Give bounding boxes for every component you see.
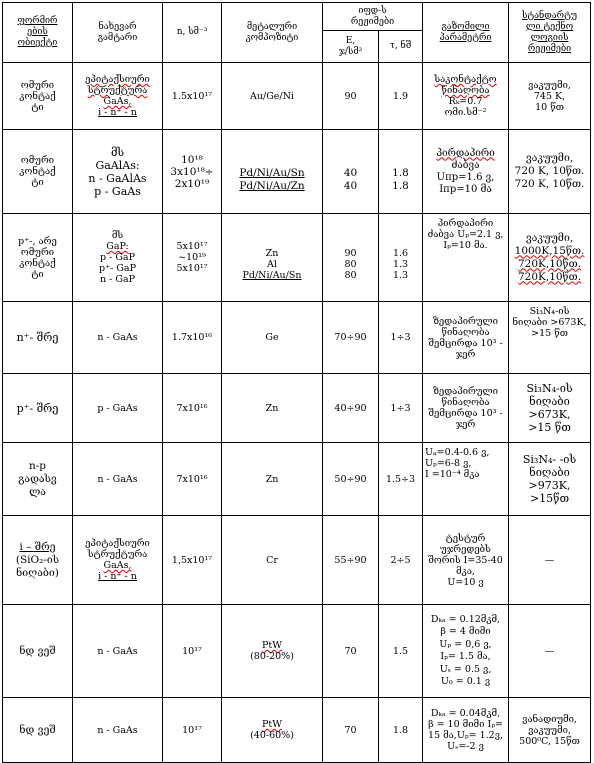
cell-duration: 1÷3 (379, 302, 423, 374)
cell-substrate: ეპიტაქსიური სტრუქტურა GaAs, i - n⁺ - n (73, 516, 163, 605)
cell-duration: 1.5÷3 (379, 443, 423, 516)
header-standard: სტანდარტუ ლი ტექნო ლოგიის რეჟიმები (509, 3, 591, 63)
header-energy: E, ჯ/სმ² (323, 31, 379, 63)
cell-concentration: 1,5x10¹⁷ (163, 516, 222, 605)
table-row (3, 302, 591, 374)
cell-formation: i – შრე (SiO₂-ის ნიღაბი) (3, 516, 73, 605)
cell-concentration: 1.5x10¹⁷ (163, 63, 222, 130)
cell-substrate: n - GaAs (73, 605, 163, 698)
table-row (3, 698, 591, 763)
process-table (2, 2, 591, 763)
table-row (3, 443, 591, 516)
cell-duration: 1÷3 (379, 374, 423, 443)
cell-substrate: p - GaAs (73, 374, 163, 443)
header-params: გაზომილი პარამეტრი (423, 3, 509, 63)
cell-concentration: 10¹⁷ (163, 698, 222, 763)
table-row (3, 374, 591, 443)
cell-metal: Zn (222, 443, 323, 516)
cell-params: პირდაპირი ძაბვა Uпр=1.6 ვ, Iпр=10 მა (423, 130, 509, 214)
cell-formation: ომური კონტაქ ტი (3, 63, 73, 130)
cell-metal: Zn (222, 374, 323, 443)
cell-duration: 1.6 1.3 1.3 (379, 214, 423, 302)
cell-energy: 70 (323, 698, 379, 763)
cell-concentration: 1.7x10¹⁶ (163, 302, 222, 374)
header-metal: მეტალური კომპოზიტი (222, 3, 323, 63)
cell-energy: 40÷90 (323, 374, 379, 443)
cell-standard: Si₃N₄-ის ნიღაბი >673K, >15 წთ (509, 374, 591, 443)
cell-formation: n⁺- შრე (3, 302, 73, 374)
cell-standard: ვაკუუმი, 720 K, 10წთ. 720 K, 10წთ. (509, 130, 591, 214)
cell-formation: p⁺- შრე (3, 374, 73, 443)
cell-formation: ომური კონტაქ ტი (3, 130, 73, 214)
cell-energy: 55÷90 (323, 516, 379, 605)
cell-metal: Ge (222, 302, 323, 374)
cell-energy: 40 40 (323, 130, 379, 214)
cell-formation: n-p გადასვ ლა (3, 443, 73, 516)
cell-params: Dₖₐ = 0.04მკმ, β = 10 მიმი Iₚ= 15 მა,Uₚ= 1.2ვ, Uₛ=-2 ვ (423, 698, 509, 763)
table-row (3, 214, 591, 302)
cell-duration: 2÷5 (379, 516, 423, 605)
header-ion-mode: იფდ-ს რეჟიმები (323, 3, 423, 31)
cell-concentration: 10¹⁸ 3x10¹⁸÷ 2x10¹⁹ (163, 130, 222, 214)
table-row (3, 605, 591, 698)
cell-params: Uₐ=0.4-0.6 ვ, Uₚ=6-8 ვ, I =10⁻⁴ მკა (423, 443, 509, 516)
cell-params: საკონტაქტო წინაღობა Rₖ=0.7 ომი.სმ⁻² (423, 63, 509, 130)
cell-substrate: მს GaAlAs: n - GaAlAs p - GaAs (73, 130, 163, 214)
cell-params: Dₖₐ = 0.12მკმ, β = 4 მიმი Uₚ = 0,6 ვ, Iₚ= 1.5 მა, Uₛ = 0.5 ვ, U₀ = 0.1 ვ (423, 605, 509, 698)
cell-params: ტესტურ უჯრედებს შორის I=35-40 მკა, U=10 ვ (423, 516, 509, 605)
cell-substrate: n - GaAs (73, 302, 163, 374)
cell-concentration: 5x10¹⁷ ~10¹⁹ 5x10¹⁷ (163, 214, 222, 302)
cell-standard: ვაკუუმი, 1000K,15წთ. 720K,10წთ. 720K,10წთ. (509, 214, 591, 302)
header-concentration: n, სმ⁻³ (163, 3, 222, 63)
cell-formation: ნდ ვეშ (3, 698, 73, 763)
cell-substrate: n - GaAs (73, 443, 163, 516)
cell-metal: PtW (80-20%) (222, 605, 323, 698)
cell-standard: ვაკუუმი, 745 K, 10 წთ (509, 63, 591, 130)
cell-formation: ნდ ვეშ (3, 605, 73, 698)
cell-energy: 90 80 80 (323, 214, 379, 302)
cell-formation: p⁺-, არე ომური კონტაქ ტი (3, 214, 73, 302)
table-row (3, 63, 591, 130)
cell-standard: — (509, 605, 591, 698)
cell-energy: 70 (323, 605, 379, 698)
cell-duration: 1.8 1.8 (379, 130, 423, 214)
cell-standard: Si₃N₄-ის ნიღაბი >673K, >15 წთ (509, 302, 591, 374)
cell-standard: — (509, 516, 591, 605)
cell-duration: 1.9 (379, 63, 423, 130)
cell-metal: PtW (40-60%) (222, 698, 323, 763)
cell-concentration: 10¹⁷ (163, 605, 222, 698)
cell-params: პირდაპირი ძაბვა Uₚ=2.1 ვ, Iₚ=10 მა. (423, 214, 509, 302)
cell-standard: ვანადიუმი, ვაკუუმი, 500⁰C, 15წთ (509, 698, 591, 763)
cell-standard: Si₃N₄- -ის ნიღაბი >973K, >15წთ (509, 443, 591, 516)
cell-substrate: n - GaAs (73, 698, 163, 763)
cell-substrate: ეპიტაქსიური სტრუქტურა GaAs, i - n⁺ - n (73, 63, 163, 130)
header-substrate: ნახევარ გამტარი (73, 3, 163, 63)
cell-energy: 90 (323, 63, 379, 130)
cell-energy: 70÷90 (323, 302, 379, 374)
header-duration: τ, ნშ (379, 31, 423, 63)
cell-substrate: მს GaP: p - GaP p⁺- GaP n - GaP (73, 214, 163, 302)
cell-duration: 1.8 (379, 698, 423, 763)
cell-params: ზედაპირული წინაღობა შემცირდა 10³ - ჯერ (423, 374, 509, 443)
cell-metal: Cr (222, 516, 323, 605)
cell-duration: 1.5 (379, 605, 423, 698)
cell-concentration: 7x10¹⁶ (163, 374, 222, 443)
cell-concentration: 7x10¹⁶ (163, 443, 222, 516)
cell-metal: Pd/Ni/Au/Sn Pd/Ni/Au/Zn (222, 130, 323, 214)
header-formation: ფორმირ ების ობიექტი (3, 3, 73, 63)
table-row (3, 130, 591, 214)
cell-metal: Au/Ge/Ni (222, 63, 323, 130)
cell-energy: 50÷90 (323, 443, 379, 516)
table-row (3, 516, 591, 605)
cell-params: ზედაპირული წინაღობა შემცირდა 10³ - ჯერ (423, 302, 509, 374)
cell-metal: Zn Al Pd/Ni/Au/Sn (222, 214, 323, 302)
